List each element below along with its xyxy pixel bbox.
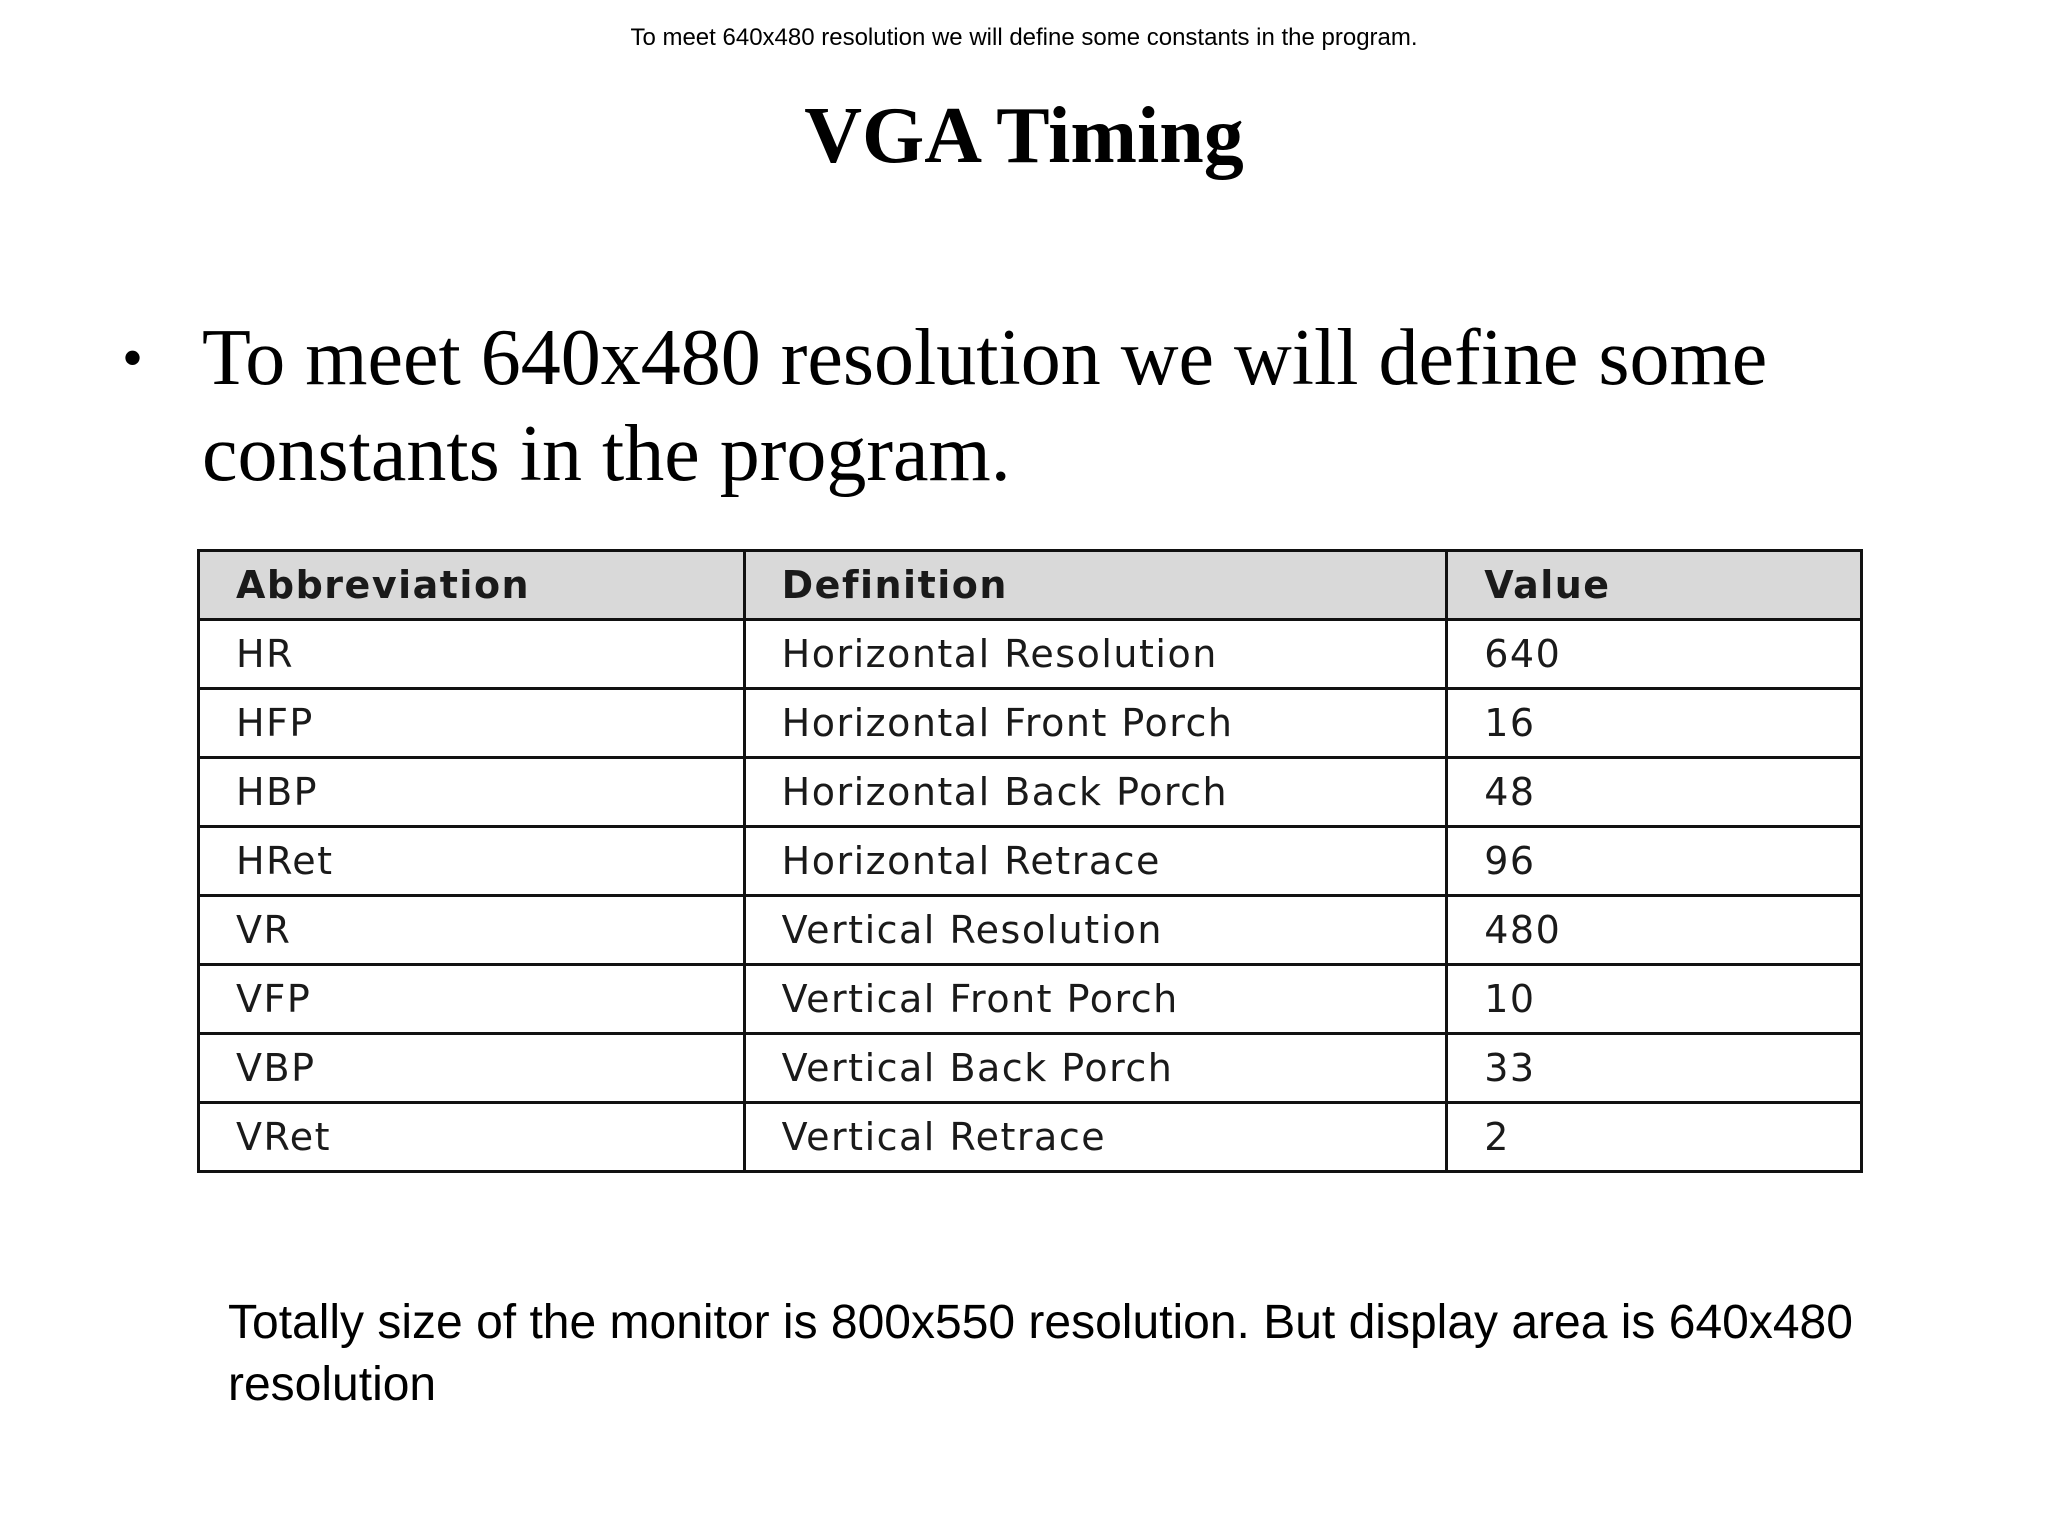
cell-abbreviation: HRet [199,827,745,896]
table-row [199,896,1862,965]
vga-timing-table [197,549,1863,1173]
cell-abbreviation: VFP [199,965,745,1034]
cell-abbreviation: HFP [199,689,745,758]
cell-value: 640 [1447,620,1862,689]
table-row [199,620,1862,689]
cell-value: 2 [1447,1103,1862,1172]
cell-definition: Vertical Front Porch [744,965,1447,1034]
cell-value: 96 [1447,827,1862,896]
cell-abbreviation: VR [199,896,745,965]
cell-value: 480 [1447,896,1862,965]
bullet-dot-icon: • [122,325,144,391]
cell-definition: Vertical Retrace [744,1103,1447,1172]
table-header-row [199,551,1862,620]
bullet-point [122,310,1922,502]
cell-definition: Vertical Resolution [744,896,1447,965]
column-header-value: Value [1447,551,1862,620]
cell-abbreviation: VRet [199,1103,745,1172]
table-row [199,689,1862,758]
cell-definition: Horizontal Resolution [744,620,1447,689]
column-header-definition: Definition [744,551,1447,620]
footnote-text: Totally size of the monitor is 800x550 resolution. But display area is 640x480 resolution [228,1296,1853,1411]
column-header-abbreviation: Abbreviation [199,551,745,620]
cell-definition: Vertical Back Porch [744,1034,1447,1103]
slide-title: VGA Timing [804,92,1244,180]
table-row [199,1103,1862,1172]
table-row [199,965,1862,1034]
cell-definition: Horizontal Back Porch [744,758,1447,827]
cell-value: 16 [1447,689,1862,758]
cell-definition: Horizontal Retrace [744,827,1447,896]
running-header: To meet 640x480 resolution we will define some constants in the program. [630,24,1418,51]
table-row [199,758,1862,827]
table-row [199,827,1862,896]
cell-value: 48 [1447,758,1862,827]
cell-definition: Horizontal Front Porch [744,689,1447,758]
cell-value: 33 [1447,1034,1862,1103]
table-row [199,1034,1862,1103]
cell-abbreviation: HR [199,620,745,689]
cell-abbreviation: VBP [199,1034,745,1103]
cell-abbreviation: HBP [199,758,745,827]
bullet-text: To meet 640x480 resolution we will define some constants in the program. [202,314,1768,498]
cell-value: 10 [1447,965,1862,1034]
